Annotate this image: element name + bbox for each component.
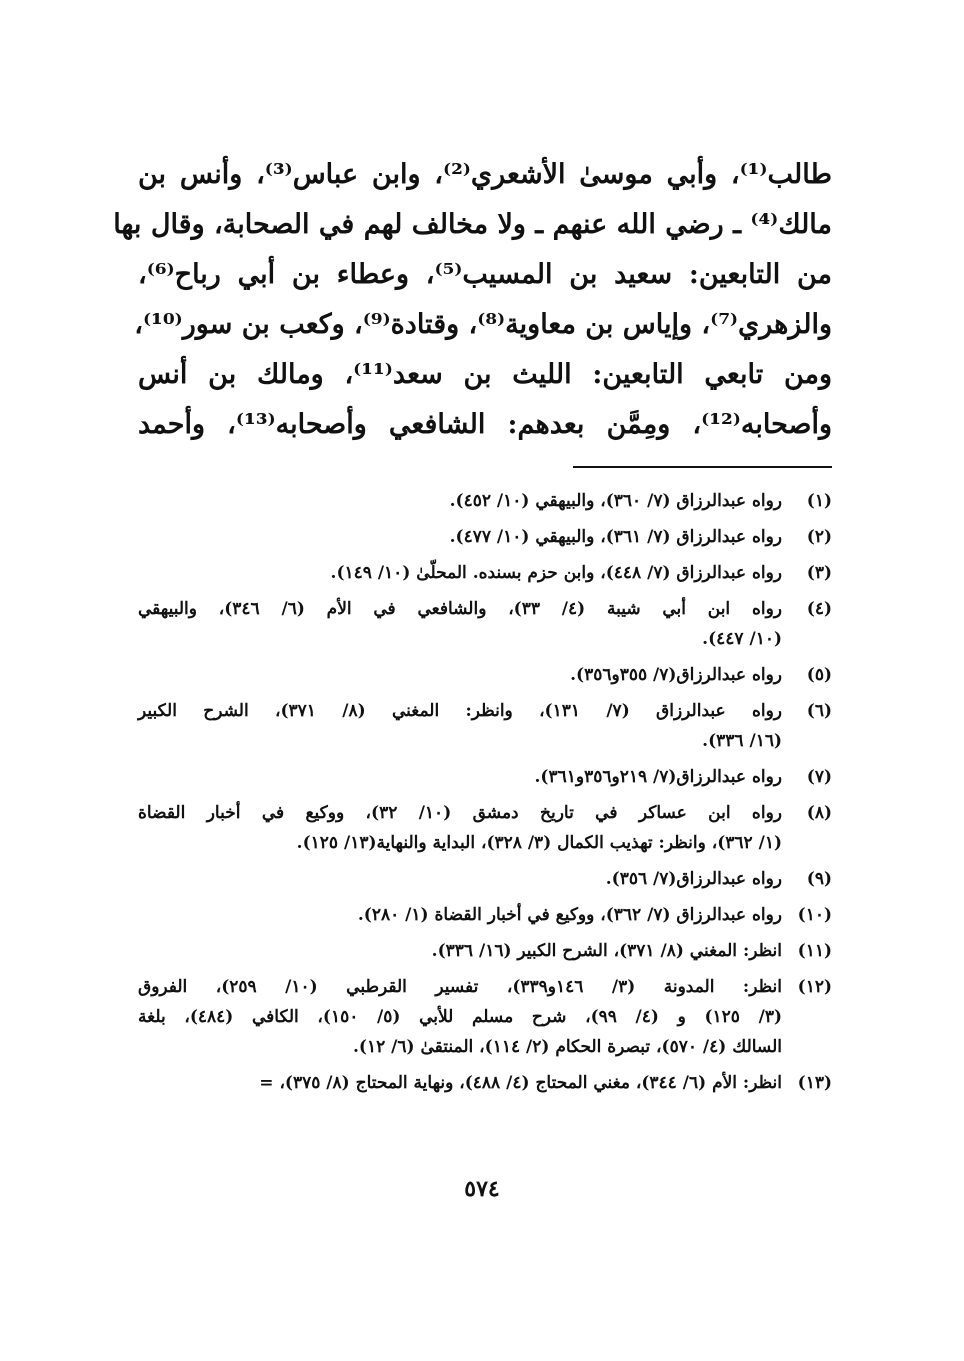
footnote-number: (١)	[806, 491, 832, 511]
footnote	[138, 900, 832, 930]
footnote	[138, 558, 832, 588]
footnote-text	[138, 762, 782, 792]
footnote-text-line: رواه عبدالرزاق(٧/ ٣٥٥و٣٥٦).	[570, 665, 782, 685]
footnote-number: (١٣)	[797, 1073, 832, 1093]
footnote-number: (٦)	[806, 701, 832, 721]
footnote-text	[138, 696, 782, 756]
footnote-text	[138, 522, 782, 552]
footnote-text-line: انظر: الأم (٦/ ٣٤٤)، مغني المحتاج (٤/ ٤٨٨)، ونهاية المحتاج (٨/ ٣٧٥)، =	[259, 1073, 782, 1093]
footnote-number: (٤)	[806, 599, 832, 619]
footnote-text-line: رواه عبدالرزاق (٧/ ٣٦٢)، ووكيع في أخبار القضاة (١/ ٢٨٠).	[357, 905, 782, 925]
main-text-line: من التابعين: سعيد بن المسيب⁽⁵⁾، وعطاء بن أبي رباح⁽⁶⁾،	[138, 259, 832, 290]
footnote-text-line: رواه عبدالرزاق (٧/ ١٣١)، وانظر: المغني (٨/ ٣٧١)، الشرح الكبير	[138, 701, 783, 721]
footnote-text-line: (١٦/ ٣٣٦).	[702, 731, 782, 751]
footnote-text-line: رواه ابن عساكر في تاريخ دمشق (١٠/ ٣٢)، ووكيع في أخبار القضاة	[138, 803, 782, 823]
footnote-text-line: انظر: المغني (٨/ ٣٧١)، الشرح الكبير (١٦/ ٣٣٦).	[431, 941, 782, 961]
main-text-line: وأصحابه⁽¹²⁾، ومِمَّن بعدهم: الشافعي وأصحابه⁽¹³⁾، وأحمد	[138, 409, 832, 440]
footnote	[138, 486, 832, 516]
footnote	[138, 594, 832, 654]
footnote-number: (٢)	[806, 527, 832, 547]
footnote	[138, 522, 832, 552]
footnote-text-line: رواه عبدالرزاق (٧/ ٤٤٨)، وابن حزم بسنده. المحلّىٰ (١٠/ ١٤٩).	[330, 563, 782, 583]
footnote-number: (١٠)	[797, 905, 832, 925]
footnote-text	[138, 660, 782, 690]
footnote	[138, 798, 832, 858]
footnote-text-line: (١/ ٣٦٢)، وانظر: تهذيب الكمال (٣/ ٣٢٨)، البداية والنهاية(١٣/ ١٢٥).	[296, 833, 782, 853]
main-text-line: والزهري⁽⁷⁾، وإياس بن معاوية⁽⁸⁾، وقتادة⁽⁹⁾، وكعب بن سور⁽¹⁰⁾،	[134, 309, 832, 340]
footnote-separator	[573, 466, 832, 468]
footnote	[138, 696, 832, 756]
footnote-text	[138, 558, 782, 588]
footnote-number: (٨)	[806, 803, 832, 823]
footnote-number: (١١)	[797, 941, 832, 961]
footnote	[138, 972, 832, 1062]
footnote-text-line: (٣/ ١٢٥) و (٤/ ٩٩)، شرح مسلم للأبي (٥/ ١٥٠)، الكافي (٤٨٤)، بلغة	[138, 1007, 782, 1027]
main-text	[113, 150, 833, 450]
footnote-number: (١٢)	[797, 977, 832, 997]
footnote-text	[138, 972, 782, 1062]
footnote-text	[138, 936, 782, 966]
footnote-number: (٣)	[806, 563, 832, 583]
main-text-line: ومن تابعي التابعين: الليث بن سعد⁽¹¹⁾، ومالك بن أنس	[138, 359, 833, 390]
footnote-text	[138, 594, 782, 654]
footnote-text	[138, 1068, 782, 1098]
footnote-text	[138, 798, 782, 858]
footnote-number: (٧)	[806, 767, 832, 787]
footnote	[138, 660, 832, 690]
footnote-text-line: السالك (٤/ ٥٧٠)، تبصرة الحكام (٢/ ١١٤)، المنتقىٰ (٦/ ١٢).	[353, 1037, 782, 1057]
footnote-text-line: رواه عبدالرزاق(٧/ ٣٥٦).	[605, 869, 782, 889]
footnote	[138, 1068, 832, 1098]
footnote-text	[138, 864, 782, 894]
footnote-number: (٩)	[806, 869, 832, 889]
footnote	[138, 762, 832, 792]
footnote-text-line: رواه عبدالرزاق (٧/ ٣٦٠)، والبيهقي (١٠/ ٤٥٢).	[449, 491, 782, 511]
footnote-text	[138, 486, 782, 516]
footnote-text	[138, 900, 782, 930]
footnote	[138, 936, 832, 966]
footnote-number: (٥)	[806, 665, 832, 685]
footnote-text-line: رواه ابن أبي شيبة (٤/ ٣٣)، والشافعي في الأم (٦/ ٣٤٦)، والبيهقي	[138, 599, 782, 619]
footnote-text-line: رواه عبدالرزاق (٧/ ٣٦١)، والبيهقي (١٠/ ٤٧٧).	[449, 527, 782, 547]
main-text-line: طالب⁽¹⁾، وأبي موسىٰ الأشعري⁽²⁾، وابن عباس⁽³⁾، وأنس بن	[138, 159, 832, 190]
main-text-line: مالك⁽⁴⁾ ـ رضي الله عنهم ـ ولا مخالف لهم في الصحابة، وقال بها	[113, 209, 832, 240]
footnote-text-line: رواه عبدالرزاق(٧/ ٢١٩و٣٥٦و٣٦١).	[534, 767, 782, 787]
footnote-text-line: انظر: المدونة (٣/ ١٤٦و٣٣٩)، تفسير القرطبي (١٠/ ٢٥٩)، الفروق	[138, 977, 782, 997]
footnote-text-line: (١٠/ ٤٤٧).	[702, 629, 782, 649]
page-number: ٥٧٤	[464, 1176, 500, 1202]
footnote	[138, 864, 832, 894]
footnotes	[138, 486, 832, 1104]
